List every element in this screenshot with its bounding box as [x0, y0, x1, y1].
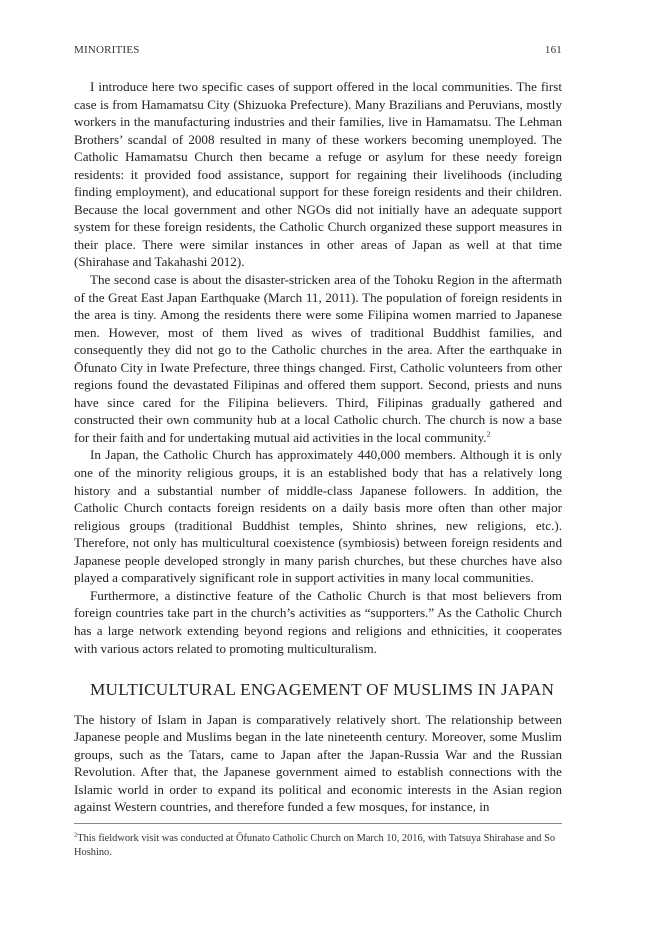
- running-title: MINORITIES: [74, 44, 140, 56]
- paragraph-hamamatsu: I introduce here two specific cases of support offered in the local communities. The first case is from Hamamatsu City (Shizuoka Prefecture). Many Brazilians and Peruvians, mostly workers in the manufacturing industries and their families, live in Hamamatsu. The Lehman Brothers’ scandal of 2008 resulted in many of these workers becoming unemployed. The Catholic Hamamatsu Church then became a refuge or asylum for these needy foreign residents: it provided food assistance, support for regaining their livelihoods (including finding employment), and educational support for these foreign residents and their children. Because the local government and other NGOs did not initially have an adequate support system for these foreign residents, the Catholic Church organized these support measures in their place. There were similar instances in other areas of Japan as well at that time (Shirahase and Takahashi 2012).: [74, 79, 562, 270]
- paragraph-islam-history: The history of Islam in Japan is comparatively relatively short. The relationship between Japanese people and Muslims began in the late nineteenth century. Moreover, some Muslim groups, such as the Tatars, came to Japan after the Japan-Russia War and the Russian Revolution. After that, the Japanese government aimed to establish connections with the Islamic world in order to expand its political and economic interests in the Asian region against Western countries, and therefore funded a few mosques, for instance, in: [74, 711, 562, 815]
- footnote-marker: 2: [74, 831, 78, 839]
- paragraph-supporters: Furthermore, a distinctive feature of the Catholic Church is that most believers from foreign countries take part in the church’s activities as “supporters.” As the Catholic Church has a large network extending beyond regions and religions and ethnicities, it cooperates with various actors related to promoting multiculturalism.: [74, 587, 562, 656]
- section-heading: MULTICULTURAL ENGAGEMENT OF MUSLIMS IN JAPAN: [90, 680, 555, 700]
- footnote-text: This fieldwork visit was conducted at Ōfunato Catholic Church on March 10, 2016, with Tatsuya Shirahase and So Hoshino.: [74, 833, 556, 858]
- body-text: [74, 78, 562, 816]
- footnote-reference: 2: [486, 429, 491, 439]
- paragraph-tohoku: [74, 271, 562, 446]
- footnote-divider: [74, 823, 562, 824]
- paragraph-tohoku-text: The second case is about the disaster-stricken area of the Tohoku Region in the aftermath of the Great East Japan Earthquake (March 11, 2011). The population of foreign residents in the area is tiny. Among the residents there were some Filipina women married to Japanese men. However, most of them lived as wives of traditional Buddhist families, and consequently they did not go to the Catholic churches in the area. After the earthquake in Ōfunato City in Iwate Prefecture, three things changed. First, Catholic volunteers from other regions found the devastated Filipinas and offered them support. Second, priests and nuns have since cared for the Filipina believers. Third, Filipinas gradually gathered and constructed their own community hub at a local Catholic church. The church is now a base for their faith and for undertaking mutual aid activities in the local community.: [74, 272, 562, 445]
- footnote: [74, 832, 562, 860]
- paragraph-catholic-church: In Japan, the Catholic Church has approximately 440,000 members. Although it is only one of the minority religious groups, it is an established body that has a relatively long history and a substantial number of middle-class Japanese followers. In addition, the Catholic Church contacts foreign residents on a daily basis more often than other major religious groups (traditional Buddhist temples, Shinto shrines, new religions, etc.). Therefore, not only has multicultural coexistence (symbiosis) between foreign residents and Japanese people developed strongly in many parish churches, but these churches have also played a comparatively significant role in support activities in many local communities.: [74, 447, 562, 586]
- page-number: 161: [544, 44, 562, 56]
